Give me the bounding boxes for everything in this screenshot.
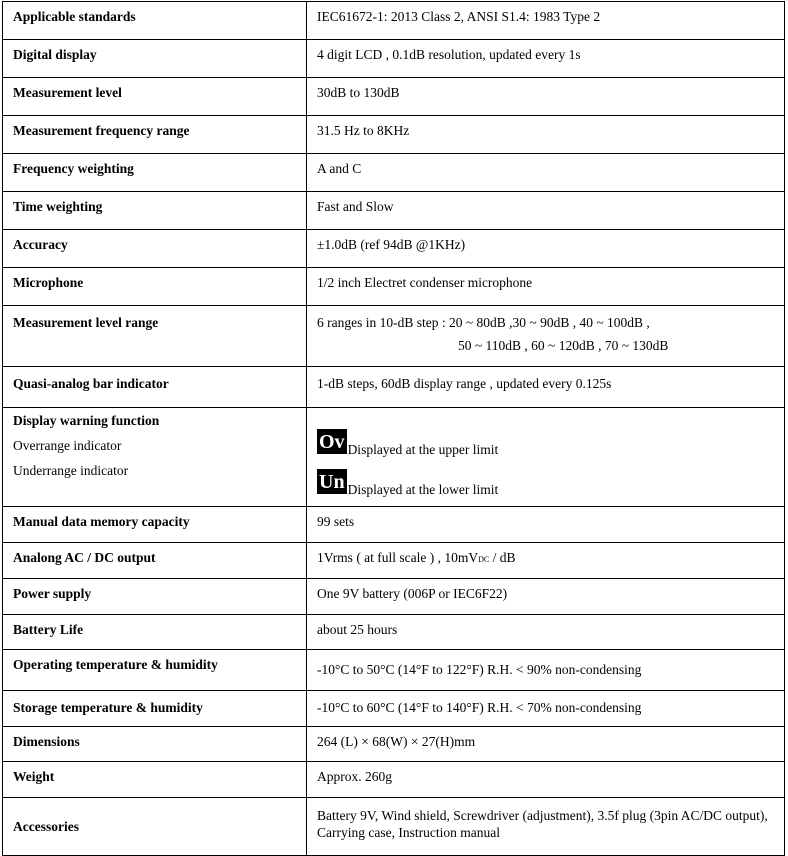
- param-value: One 9V battery (006P or IEC6F22): [307, 579, 785, 615]
- param-cell: [3, 408, 307, 507]
- value-text: 1Vrms ( at full scale ) , 10mV: [317, 550, 479, 565]
- table-row: [3, 615, 785, 650]
- table-row: [3, 367, 785, 408]
- table-row: [3, 650, 785, 691]
- table-row: [3, 543, 785, 579]
- table-row: [3, 192, 785, 230]
- param-label: Measurement frequency range: [3, 116, 307, 154]
- table-row: [3, 78, 785, 116]
- param-label: Manual data memory capacity: [3, 507, 307, 543]
- param-label: Applicable standards: [3, 2, 307, 40]
- underrange-text: Displayed at the lower limit: [347, 482, 499, 497]
- table-row: [3, 268, 785, 306]
- param-label: Quasi-analog bar indicator: [3, 367, 307, 408]
- table-row: [3, 154, 785, 192]
- table-row: [3, 306, 785, 367]
- table-row: [3, 408, 785, 507]
- underrange-line: [317, 458, 774, 498]
- param-label: Microphone: [3, 268, 307, 306]
- param-value: 31.5 Hz to 8KHz: [307, 116, 785, 154]
- param-label: Storage temperature & humidity: [3, 691, 307, 727]
- param-label: Analong AC / DC output: [3, 543, 307, 579]
- param-label: Display warning function: [13, 413, 160, 428]
- table-row: [3, 230, 785, 268]
- value-line-1: 6 ranges in 10-dB step : 20 ~ 80dB ,30 ~ 90dB , 40 ~ 100dB ,: [317, 315, 650, 330]
- value-line-1: Battery 9V, Wind shield, Screwdriver (adjustment), 3.5f plug (3pin AC/DC output),: [317, 808, 768, 823]
- param-label: Digital display: [3, 40, 307, 78]
- param-value: -10°C to 60°C (14°F to 140°F) R.H. < 70% non-condensing: [307, 691, 785, 727]
- overrange-icon: Ov: [319, 431, 345, 453]
- param-label: Accessories: [3, 798, 307, 856]
- overrange-text: Displayed at the upper limit: [347, 442, 499, 457]
- param-value: 1/2 inch Electret condenser microphone: [307, 268, 785, 306]
- param-label: Accuracy: [3, 230, 307, 268]
- param-label: Battery Life: [3, 615, 307, 650]
- value-text: / dB: [489, 550, 516, 565]
- param-value: [307, 543, 785, 579]
- table-row: [3, 40, 785, 78]
- param-value: A and C: [307, 154, 785, 192]
- param-label: Power supply: [3, 579, 307, 615]
- param-value: Approx. 260g: [307, 762, 785, 798]
- table-row: [3, 762, 785, 798]
- param-sub-label: Overrange indicator: [13, 438, 122, 453]
- param-label: Operating temperature & humidity: [3, 650, 307, 691]
- table-row: [3, 798, 785, 856]
- param-value: -10°C to 50°C (14°F to 122°F) R.H. < 90% non-condensing: [307, 650, 785, 691]
- overrange-line: [317, 418, 774, 458]
- param-value: 264 (L) × 68(W) × 27(H)mm: [307, 727, 785, 762]
- param-value: [307, 408, 785, 507]
- value-subscript: DC: [478, 555, 490, 564]
- param-value: about 25 hours: [307, 615, 785, 650]
- param-value: 99 sets: [307, 507, 785, 543]
- table-row: [3, 507, 785, 543]
- value-line-2: Carrying case, Instruction manual: [317, 825, 500, 840]
- param-value: IEC61672-1: 2013 Class 2, ANSI S1.4: 1983 Type 2: [307, 2, 785, 40]
- value-line-2: 50 ~ 110dB , 60 ~ 120dB , 70 ~ 130dB: [458, 338, 669, 353]
- table-row: [3, 116, 785, 154]
- param-value: [307, 306, 785, 367]
- underrange-icon: Un: [319, 471, 345, 493]
- param-value: Fast and Slow: [307, 192, 785, 230]
- param-label: Measurement level: [3, 78, 307, 116]
- table-row: [3, 2, 785, 40]
- param-value: 1-dB steps, 60dB display range , updated every 0.125s: [307, 367, 785, 408]
- param-sub-label: Underrange indicator: [13, 463, 129, 478]
- param-value: 4 digit LCD , 0.1dB resolution, updated every 1s: [307, 40, 785, 78]
- param-value: 30dB to 130dB: [307, 78, 785, 116]
- param-value: ±1.0dB (ref 94dB @1KHz): [307, 230, 785, 268]
- param-label: Time weighting: [3, 192, 307, 230]
- param-label: Frequency weighting: [3, 154, 307, 192]
- table-row: [3, 727, 785, 762]
- param-label: Weight: [3, 762, 307, 798]
- param-label: Dimensions: [3, 727, 307, 762]
- specifications-table: [2, 1, 785, 856]
- table-row: [3, 579, 785, 615]
- param-value: [307, 798, 785, 856]
- param-label: Measurement level range: [3, 306, 307, 367]
- table-row: [3, 691, 785, 727]
